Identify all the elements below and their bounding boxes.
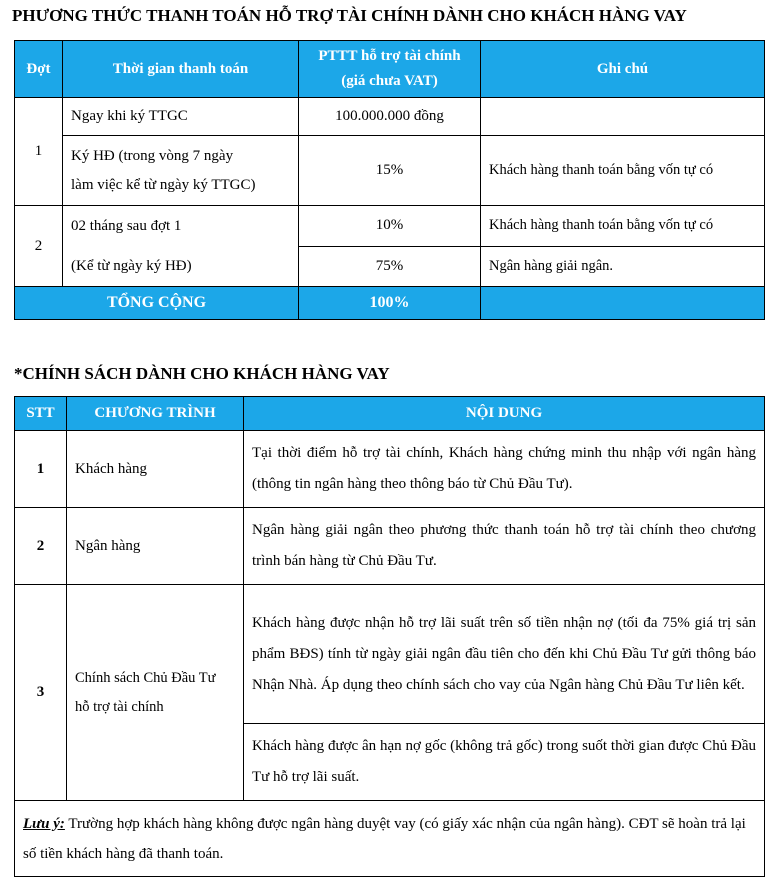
- table-header-row: [15, 41, 765, 98]
- content-cell: Ngân hàng giải ngân theo phương thức thanh toán hỗ trợ tài chính theo chương trình bán hàng từ Chủ Đầu Tư.: [244, 508, 765, 585]
- total-row: [15, 287, 765, 320]
- header-note: Ghi chú: [481, 41, 765, 98]
- stt-cell: 1: [15, 431, 67, 508]
- header-pttt-line1: PTTT hỗ trợ tài chính: [318, 48, 461, 64]
- table-row: [15, 98, 765, 136]
- payment-table: [14, 40, 765, 320]
- note-cell: Khách hàng thanh toán bằng vốn tự có: [481, 206, 765, 247]
- pttt-cell: 10%: [299, 206, 481, 247]
- table-row: [15, 585, 765, 724]
- note-row: [15, 801, 765, 877]
- note-cell: [481, 98, 765, 136]
- time-line: Ký HĐ (trong vòng 7 ngày: [71, 147, 234, 164]
- policy-table: [14, 396, 765, 877]
- header-time: Thời gian thanh toán: [63, 41, 299, 98]
- dot-cell: 2: [15, 206, 63, 287]
- note-cell: Ngân hàng giải ngân.: [481, 246, 765, 287]
- header-pttt-line2: (giá chưa VAT): [341, 73, 438, 89]
- policy-heading: *CHÍNH SÁCH DÀNH CHO KHÁCH HÀNG VAY: [14, 364, 390, 383]
- table-row: [15, 136, 765, 206]
- content-cell: Tại thời điểm hỗ trợ tài chính, Khách hàng chứng minh thu nhập với ngân hàng (thông tin ngân hàng theo thông báo từ Chủ Đầu Tư).: [244, 431, 765, 508]
- table-row: [15, 206, 765, 247]
- header-stt: STT: [15, 397, 67, 431]
- time-line: làm việc kể từ ngày ký TTGC): [71, 176, 256, 193]
- header-program: CHƯƠNG TRÌNH: [67, 397, 244, 431]
- pttt-cell: 15%: [299, 136, 481, 206]
- total-label: TỔNG CỘNG: [15, 287, 299, 320]
- table-header-row: [15, 397, 765, 431]
- stt-cell: 2: [15, 508, 67, 585]
- stt-cell: 3: [15, 585, 67, 801]
- time-cell: Ngay khi ký TTGC: [63, 98, 299, 136]
- total-empty: [481, 287, 765, 320]
- time-line: (Kể từ ngày ký HĐ): [71, 258, 192, 274]
- program-line: Chính sách Chủ Đầu Tư: [75, 669, 216, 686]
- program-cell: [67, 585, 244, 801]
- total-value: 100%: [299, 287, 481, 320]
- table-row: [15, 431, 765, 508]
- program-cell: Khách hàng: [67, 431, 244, 508]
- header-pttt: [299, 41, 481, 98]
- time-cell: [63, 136, 299, 206]
- time-cell: [63, 206, 299, 287]
- program-cell: Ngân hàng: [67, 508, 244, 585]
- header-dot: Đợt: [15, 41, 63, 98]
- header-content: NỘI DUNG: [244, 397, 765, 431]
- content-cell: Khách hàng được ân hạn nợ gốc (không trả gốc) trong suốt thời gian được Chủ Đầu Tư hỗ trợ lãi suất.: [244, 724, 765, 801]
- program-line: hỗ trợ tài chính: [75, 698, 164, 715]
- dot-cell: 1: [15, 98, 63, 206]
- payment-heading: PHƯƠNG THỨC THANH TOÁN HỖ TRỢ TÀI CHÍNH DÀNH CHO KHÁCH HÀNG VAY: [12, 6, 687, 25]
- note-label: Lưu ý:: [23, 815, 65, 832]
- note-cell: Khách hàng thanh toán bằng vốn tự có: [481, 136, 765, 206]
- note-text: Trường hợp khách hàng không được ngân hàng duyệt vay (có giấy xác nhận của ngân hàng). CĐT sẽ hoàn trả lại số tiền khách hàng đã thanh toán.: [23, 815, 746, 862]
- pttt-cell: 75%: [299, 246, 481, 287]
- content-cell: Khách hàng được nhận hỗ trợ lãi suất trên số tiền nhận nợ (tối đa 75% giá trị sản phẩm BĐS) tính từ ngày giải ngân đầu tiên cho đến khi Chủ Đầu Tư gửi thông báo Nhận Nhà. Áp dụng theo chính sách cho vay của Ngân hàng Chủ Đầu Tư liên kết.: [244, 585, 765, 724]
- time-line: 02 tháng sau đợt 1: [71, 218, 182, 234]
- pttt-cell: 100.000.000 đồng: [299, 98, 481, 136]
- table-row: [15, 508, 765, 585]
- note-cell: [15, 801, 765, 877]
